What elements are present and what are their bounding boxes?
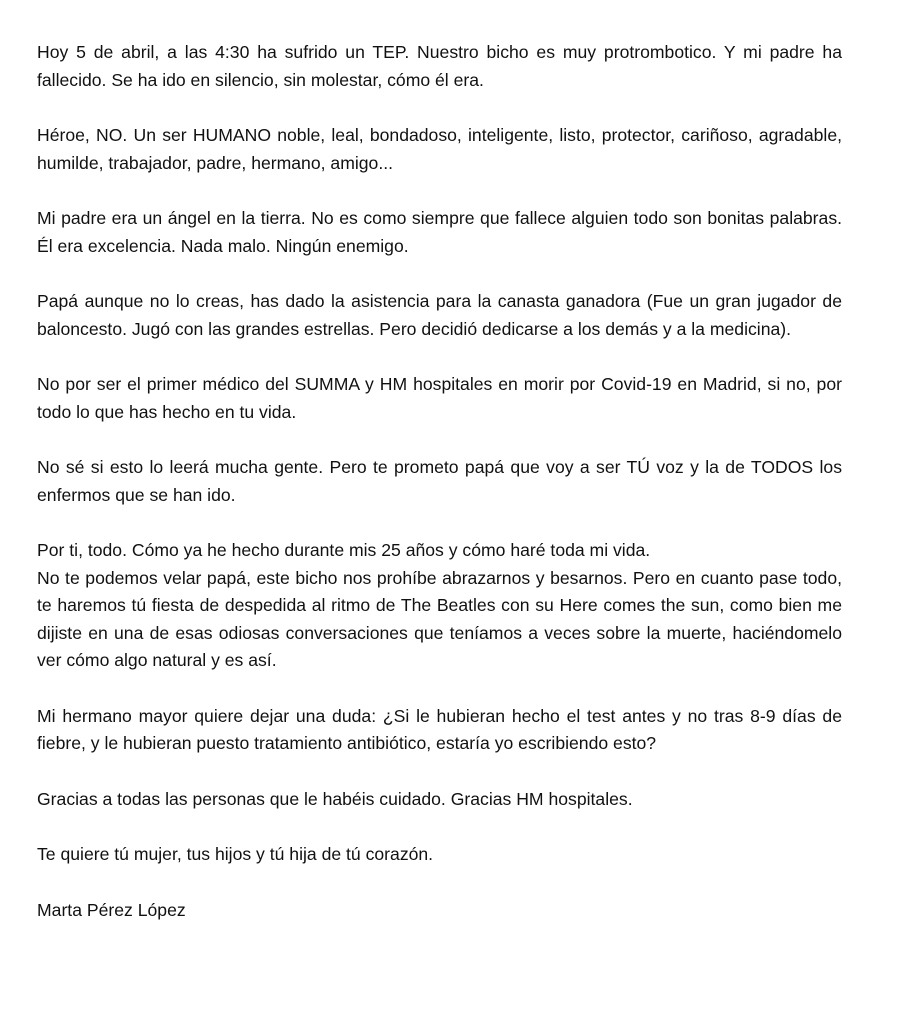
- paragraph-promise: No sé si esto lo leerá mucha gente. Pero te prometo papá que voy a ser TÚ voz y la de TODOS los enfermos que se han ido.: [37, 457, 842, 505]
- paragraph-for-you: Por ti, todo. Cómo ya he hecho durante mis 25 años y cómo haré toda mi vida.: [37, 540, 651, 560]
- paragraph-angel: Mi padre era un ángel en la tierra. No es como siempre que fallece alguien todo son bonitas palabras. Él era excelencia. Nada malo. Ningún enemigo.: [37, 208, 842, 256]
- paragraph-hero: Héroe, NO. Un ser HUMANO noble, leal, bondadoso, inteligente, listo, protector, cariñoso, agradable, humilde, trabajador, padre, hermano, amigo...: [37, 125, 842, 173]
- paragraph-love: Te quiere tú mujer, tus hijos y tú hija de tú corazón.: [37, 844, 434, 864]
- paragraph-thanks: Gracias a todas las personas que le habéis cuidado. Gracias HM hospitales.: [37, 788, 633, 809]
- paragraph-basketball: Papá aunque no lo creas, has dado la asistencia para la canasta ganadora (Fue un gran jugador de baloncesto. Jugó con las grandes estrellas. Pero decidió dedicarse a los demás y a la medicina).: [37, 291, 842, 339]
- paragraph-farewell: No te podemos velar papá, este bicho nos prohíbe abrazarnos y besarnos. Pero en cuanto pase todo, te haremos tú fiesta de despedida al ritmo de The Beatles con su Here comes the sun, como bien me dijiste en una de esas odiosas conversaciones que teníamos a veces sobre la muerte, haciéndomelo ver cómo algo natural y es así.: [37, 567, 842, 670]
- paragraph-first-doctor: No por ser el primer médico del SUMMA y HM hospitales en morir por Covid-19 en Madrid, si no, por todo lo que has hecho en tu vida.: [37, 374, 842, 422]
- paragraph-doubt: Mi hermano mayor quiere dejar una duda: ¿Si le hubieran hecho el test antes y no tras 8-9 días de fiebre, y le hubieran puesto tratamiento antibiótico, estaría yo escribiendo esto?: [37, 705, 842, 753]
- paragraph-announcement: Hoy 5 de abril, a las 4:30 ha sufrido un TEP. Nuestro bicho es muy protrombotico. Y mi padre ha fallecido. Se ha ido en silencio, sin molestar, cómo él era.: [37, 42, 842, 90]
- signature: Marta Pérez López: [37, 899, 186, 920]
- letter-body: [37, 39, 842, 924]
